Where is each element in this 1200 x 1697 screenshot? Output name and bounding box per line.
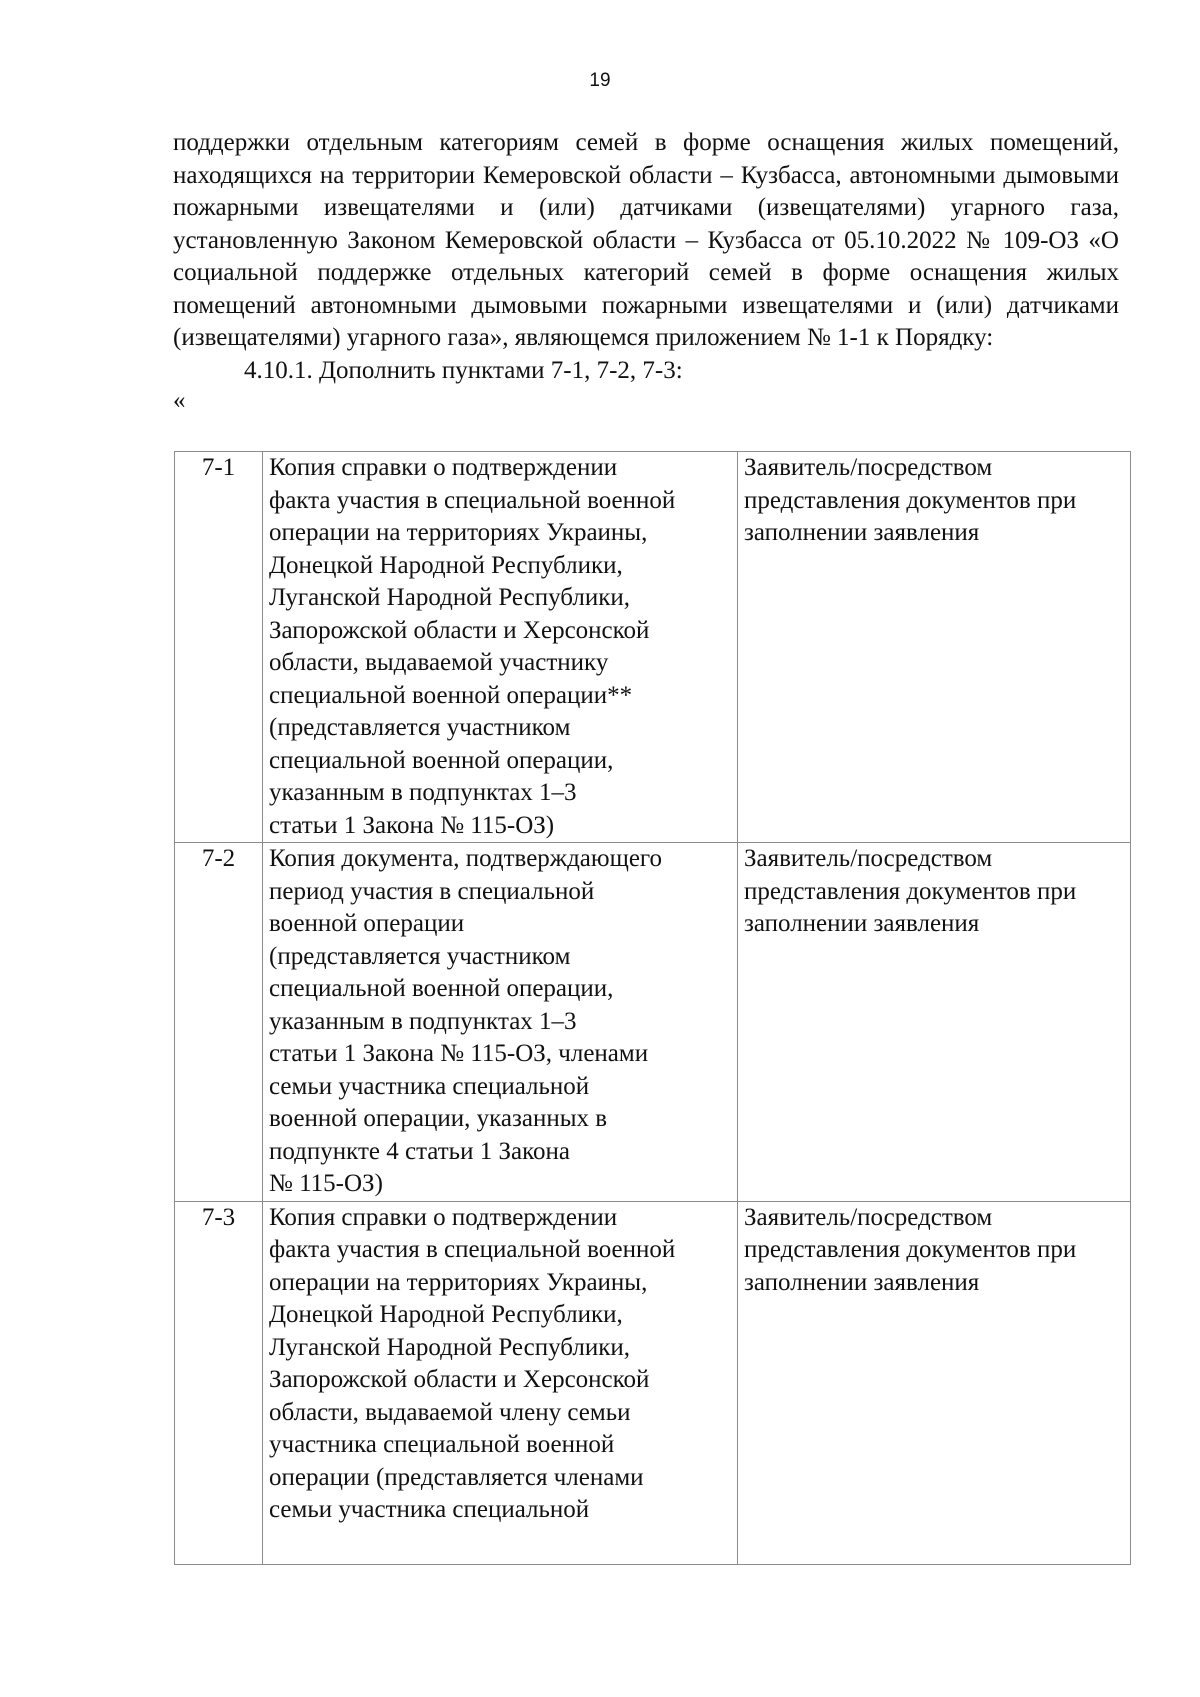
description-line: военной операции, указанных в [269, 1105, 608, 1132]
description-line: семьи участника специальной [269, 1072, 590, 1100]
description-line: Луганской Народной Республики, [269, 1333, 630, 1361]
description-line: специальной военной операции, [269, 746, 614, 774]
description-line: указанным в подпунктах 1–3 [269, 1007, 577, 1035]
document-description [263, 843, 738, 1202]
document-body [173, 127, 1119, 415]
description-line: Копия справки о подтверждении [269, 454, 618, 481]
document-description [263, 452, 738, 843]
description-line: Запорожской области и Херсонской [269, 1366, 650, 1393]
submitter-line: Заявитель/посредством [744, 845, 993, 872]
table-row [175, 1201, 1131, 1564]
document-description [263, 1201, 738, 1564]
opening-quote-mark: « [173, 387, 186, 414]
description-line: Копия справки о подтверждении [269, 1203, 618, 1231]
description-line: участника специальной военной [269, 1431, 615, 1458]
description-line: статьи 1 Закона № 115-ОЗ, членами [269, 1040, 649, 1067]
submitter-line: Заявитель/посредством [744, 1203, 993, 1231]
description-line: факта участия в специальной военной [269, 1236, 676, 1263]
description-line: специальной военной операции** [269, 681, 633, 709]
description-line: операции на территориях Украины, [269, 1268, 648, 1296]
submitter-line: представления документов при [744, 486, 1077, 514]
description-line: области, выдаваемой члену семьи [269, 1398, 631, 1426]
description-line: статьи 1 Закона № 115-ОЗ) [269, 811, 555, 839]
submitter-line: Заявитель/посредством [744, 454, 993, 481]
description-line: операции (представляется членами [269, 1463, 644, 1491]
table-row [175, 843, 1131, 1202]
description-line: военной операции [269, 910, 465, 937]
description-line: период участия в специальной [269, 877, 595, 905]
submitter-line: заполнении заявления [744, 1268, 980, 1296]
description-line: Донецкой Народной Республики, [269, 551, 623, 579]
submitter-line: представления документов при [744, 1236, 1077, 1263]
description-line: Луганской Народной Республики, [269, 584, 630, 611]
description-line: области, выдаваемой участнику [269, 649, 609, 676]
submitter-method [738, 843, 1131, 1202]
description-line: факта участия в специальной военной [269, 486, 676, 514]
description-line: Копия документа, подтверждающего [269, 845, 663, 872]
submitter-method [738, 452, 1131, 843]
table-row [175, 452, 1131, 843]
description-line: подпункте 4 статьи 1 Закона [269, 1137, 570, 1165]
row-number: 7-3 [175, 1201, 263, 1564]
page-number: 19 [589, 70, 611, 91]
submitter-line: представления документов при [744, 877, 1077, 905]
row-number: 7-1 [175, 452, 263, 843]
submitter-line: заполнении заявления [744, 519, 980, 546]
row-number: 7-2 [175, 843, 263, 1202]
description-line: № 115-ОЗ) [269, 1170, 383, 1197]
intro-paragraph: поддержки отдельным категориям семей в форме оснащения жилых помещений, находящихся на территории Кемеровской области – Кузбасса, автономными дымовыми пожарными извещателями и (или) датчиками (извещателями) угарного газа, установленную Законом Кемеровской области – Кузбасса от 05.10.2022 № 109-ОЗ «О социальной поддержке отдельных категорий семей в форме оснащения жилых помещений автономными дымовыми пожарными извещателями и (или) датчиками (извещателями) угарного газа», являющемся приложением № 1-1 к Порядку: [173, 129, 1119, 351]
description-line: специальной военной операции, [269, 975, 614, 1002]
description-line: операции на территориях Украины, [269, 519, 648, 546]
submitter-method [738, 1201, 1131, 1564]
description-line: указанным в подпунктах 1–3 [269, 779, 577, 806]
documents-table [174, 451, 1131, 1565]
description-line: семьи участника специальной [269, 1496, 590, 1523]
description-line: (представляется участником [269, 714, 571, 741]
subclause-4-10-1: 4.10.1. Дополнить пунктами 7-1, 7-2, 7-3: [244, 356, 683, 384]
description-line: (представляется участником [269, 942, 571, 970]
description-line: Запорожской области и Херсонской [269, 616, 650, 644]
submitter-line: заполнении заявления [744, 910, 980, 937]
description-line: Донецкой Народной Республики, [269, 1301, 623, 1328]
